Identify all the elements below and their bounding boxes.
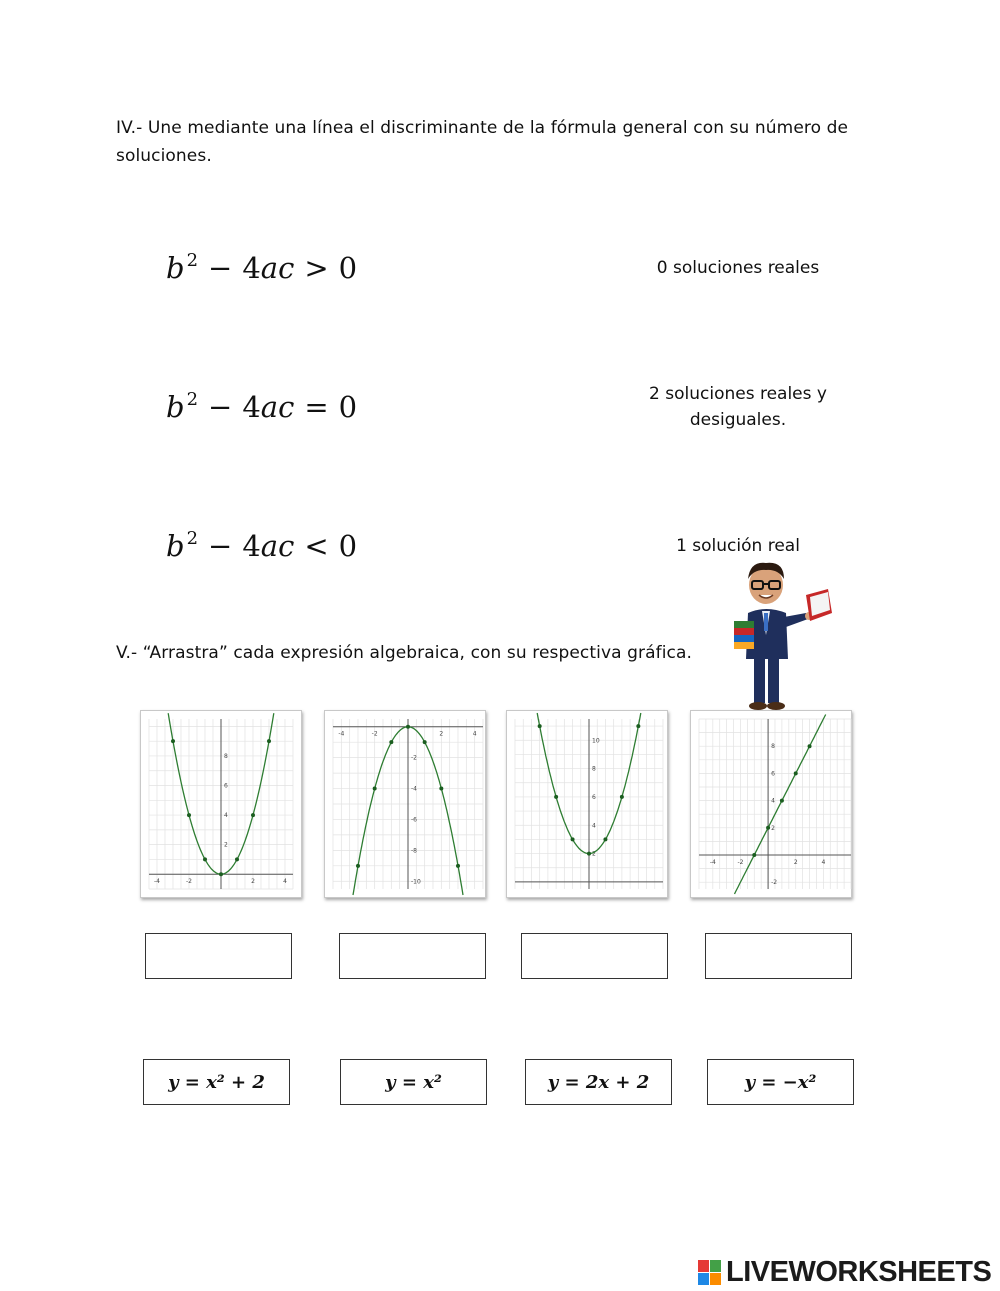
y-tick-label: 2 [224,841,228,849]
discriminant-positive[interactable]: b $^2$ − 4ac > 0 [166,250,358,285]
y-tick-label: -4 [411,785,417,793]
x-tick-label: 4 [821,859,826,866]
y-tick-label: -2 [411,754,417,762]
expression-card-2x-plus-2[interactable]: y = 2x + 2 [525,1059,672,1105]
y-tick-label: -10 [411,878,421,886]
section-5-instruction: V.- “Arrastra” cada expresión algebraica, con su respectiva gráfica. [116,643,693,663]
function-point [251,813,255,817]
graph-y-equals-x-squared-plus-2 [507,711,671,897]
y-tick-label: 2 [771,824,775,832]
function-point [267,739,271,743]
function-point [203,857,207,861]
function-point [766,826,770,830]
graph-card-3 [506,710,668,898]
liveworksheets-wordmark: LIVEWORKSHEETS [726,1256,992,1288]
drop-target-3[interactable] [521,933,668,979]
function-point [603,837,607,841]
graph-card-1 [140,710,302,898]
expression-card-neg-x2[interactable]: y = −x² [707,1059,854,1105]
function-point [389,740,393,744]
function-point [187,813,191,817]
x-tick-label: 2 [439,730,444,738]
y-tick-label: -8 [411,847,417,855]
drop-target-4[interactable] [705,933,852,979]
graph-card-4 [690,710,852,898]
y-tick-label: 6 [592,793,596,801]
function-point [356,864,360,868]
function-curve [735,715,826,895]
y-tick-label: 2 [592,850,596,858]
y-tick-label: 4 [224,812,228,820]
drop-target-2[interactable] [339,933,486,979]
function-point [554,795,558,799]
x-tick-label: 2 [793,859,798,866]
function-point [794,771,798,775]
function-point [780,799,784,803]
y-tick-label: -2 [771,879,778,887]
solution-option-1[interactable]: 1 solución real [676,536,800,556]
function-point [235,857,239,861]
x-tick-label: -2 [186,878,192,886]
graph-y-equals-2x-plus-2 [691,711,859,897]
y-tick-label: 8 [771,743,775,751]
x-tick-label: 4 [472,730,477,738]
solution-option-0[interactable]: 0 soluciones reales [656,258,820,278]
function-point [587,852,591,856]
y-tick-label: 4 [592,822,596,830]
function-point [219,872,223,876]
y-tick-label: 6 [771,770,775,778]
liveworksheets-logo [698,1256,991,1289]
y-tick-label: 6 [224,782,228,790]
function-point [538,724,542,728]
x-tick-label: 2 [251,878,255,886]
function-point [620,795,624,799]
y-tick-label: 10 [592,737,600,745]
section-4-instruction: IV.- Une mediante una línea el discriminante de la fórmula general con su número de soluciones. [116,118,849,166]
drop-target-1[interactable] [145,933,292,979]
function-point [808,744,812,748]
function-point [373,787,377,791]
function-point [423,740,427,744]
liveworksheets-logo-icon [698,1260,722,1286]
expression-card-x2-plus-2[interactable]: y = x² + 2 [143,1059,290,1105]
x-tick-label: -2 [737,859,744,866]
graph-y-equals-x-squared [141,711,301,897]
expression-card-x2[interactable]: y = x² [340,1059,487,1105]
function-point [636,724,640,728]
function-point [171,739,175,743]
function-point [571,837,575,841]
graph-y-equals-negative-x-squared [325,711,491,897]
y-tick-label: -6 [411,816,417,824]
y-tick-label: 4 [771,797,775,805]
x-tick-label: -4 [154,878,160,886]
discriminant-zero[interactable]: b $^2$ − 4ac = 0 [166,389,358,424]
graph-card-2 [324,710,486,898]
function-point [439,787,443,791]
function-point [406,725,410,729]
x-tick-label: -2 [371,730,378,738]
solution-option-2[interactable]: 2 soluciones reales y desiguales. [649,384,827,430]
y-tick-label: 8 [224,752,228,760]
y-tick-label: 8 [592,765,596,773]
x-tick-label: 4 [283,878,287,886]
teacher-avatar-illustration [728,555,838,715]
x-tick-label: -4 [709,859,716,866]
discriminant-negative[interactable]: b $^2$ − 4ac < 0 [166,528,358,563]
function-point [456,864,460,868]
x-tick-label: -4 [338,730,345,738]
function-point [752,853,756,857]
